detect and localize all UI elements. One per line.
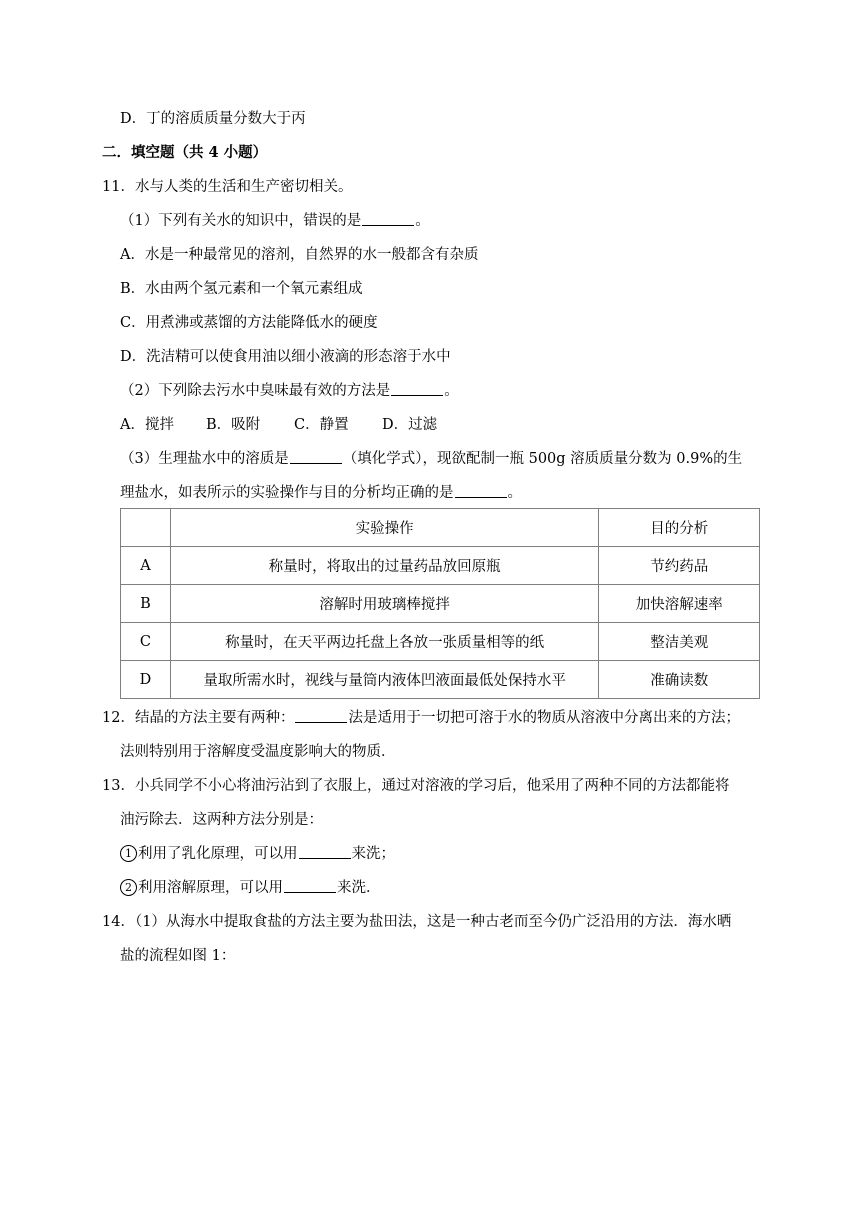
q12-line1: 12．结晶的方法主要有两种： 法是适用于一切把可溶于水的物质从溶液中分离出来的方法； bbox=[102, 710, 740, 726]
table-header-cell: 目的分析 bbox=[599, 509, 760, 547]
table-row bbox=[121, 623, 760, 661]
table-header-cell bbox=[121, 509, 171, 547]
answer-blank bbox=[362, 211, 414, 226]
q11-part1-option-d: D．洗洁精可以使食用油以细小液滴的形态溶于水中 bbox=[120, 349, 451, 365]
answer-blank bbox=[295, 708, 347, 723]
q11-part2-option-c: C．静置 bbox=[294, 417, 349, 433]
table-cell-purpose: 加快溶解速率 bbox=[599, 585, 760, 623]
q11-part2-prompt: （2）下列除去污水中臭味最有效的方法是 。 bbox=[120, 383, 459, 399]
q12-line2: 法则特别用于溶解度受温度影响大的物质． bbox=[120, 744, 396, 760]
circled-number: 2 bbox=[120, 879, 137, 896]
q11-part1-prompt: （1）下列有关水的知识中，错误的是 。 bbox=[120, 213, 430, 229]
experiment-table bbox=[120, 508, 760, 699]
answer-blank bbox=[391, 381, 443, 396]
table-cell-operation: 量取所需水时，视线与量筒内液体凹液面最低处保持水平 bbox=[170, 661, 599, 699]
q13-item1: 1 利用了乳化原理，可以用 来洗； bbox=[120, 844, 395, 864]
table-row bbox=[121, 661, 760, 699]
q14-line2: 盐的流程如图 1： bbox=[120, 948, 236, 964]
q11-stem: 11．水与人类的生活和生产密切相关。 bbox=[102, 179, 353, 195]
q10-option-d: D．丁的溶质质量分数大于丙 bbox=[120, 111, 306, 127]
q11-part1-option-b: B．水由两个氢元素和一个氧元素组成 bbox=[120, 281, 363, 297]
answer-blank bbox=[284, 878, 336, 893]
table-cell-purpose: 准确读数 bbox=[599, 661, 760, 699]
q11-part3-line1: （3）生理盐水中的溶质是 （填化学式），现欲配制一瓶 500g 溶质质量分数为 0.9%的生 bbox=[120, 451, 743, 467]
q11-part3-line2: 理盐水，如表所示的实验操作与目的分析均正确的是 。 bbox=[120, 485, 522, 501]
table-cell-label: B bbox=[121, 585, 171, 623]
answer-blank bbox=[299, 844, 351, 859]
table-header-cell: 实验操作 bbox=[170, 509, 599, 547]
table-cell-purpose: 节约药品 bbox=[599, 547, 760, 585]
q13-item2: 2 利用溶解原理，可以用 来洗． bbox=[120, 878, 381, 898]
q11-part1-option-a: A．水是一种最常见的溶剂，自然界的水一般都含有杂质 bbox=[120, 247, 479, 263]
table-header-row bbox=[121, 509, 760, 547]
table-cell-operation: 称量时，在天平两边托盘上各放一张质量相等的纸 bbox=[170, 623, 599, 661]
section-title: 二．填空题（共 4 小题） bbox=[102, 144, 268, 161]
q13-line1: 13．小兵同学不小心将油污沾到了衣服上，通过对溶液的学习后，他采用了两种不同的方法都能将 bbox=[102, 778, 730, 794]
q11-part1-option-c: C．用煮沸或蒸馏的方法能降低水的硬度 bbox=[120, 315, 378, 331]
q11-part2-option-b: B．吸附 bbox=[206, 417, 261, 433]
table-cell-label: D bbox=[121, 661, 171, 699]
q11-part2-option-d: D．过滤 bbox=[382, 417, 438, 433]
circled-number: 1 bbox=[120, 845, 137, 862]
q11-part2-option-a: A．搅拌 bbox=[120, 417, 174, 433]
table-row bbox=[121, 585, 760, 623]
answer-blank bbox=[455, 483, 507, 498]
table-cell-label: A bbox=[121, 547, 171, 585]
table-cell-purpose: 整洁美观 bbox=[599, 623, 760, 661]
table-cell-operation: 称量时，将取出的过量药品放回原瓶 bbox=[170, 547, 599, 585]
q13-line2: 油污除去．这两种方法分别是： bbox=[120, 812, 323, 828]
table-cell-operation: 溶解时用玻璃棒搅拌 bbox=[170, 585, 599, 623]
q14-line1: 14．（1）从海水中提取食盐的方法主要为盐田法，这是一种古老而至今仍广泛沿用的方法．海水晒 bbox=[102, 914, 732, 930]
table-row bbox=[121, 547, 760, 585]
answer-blank bbox=[290, 449, 342, 464]
table-cell-label: C bbox=[121, 623, 171, 661]
